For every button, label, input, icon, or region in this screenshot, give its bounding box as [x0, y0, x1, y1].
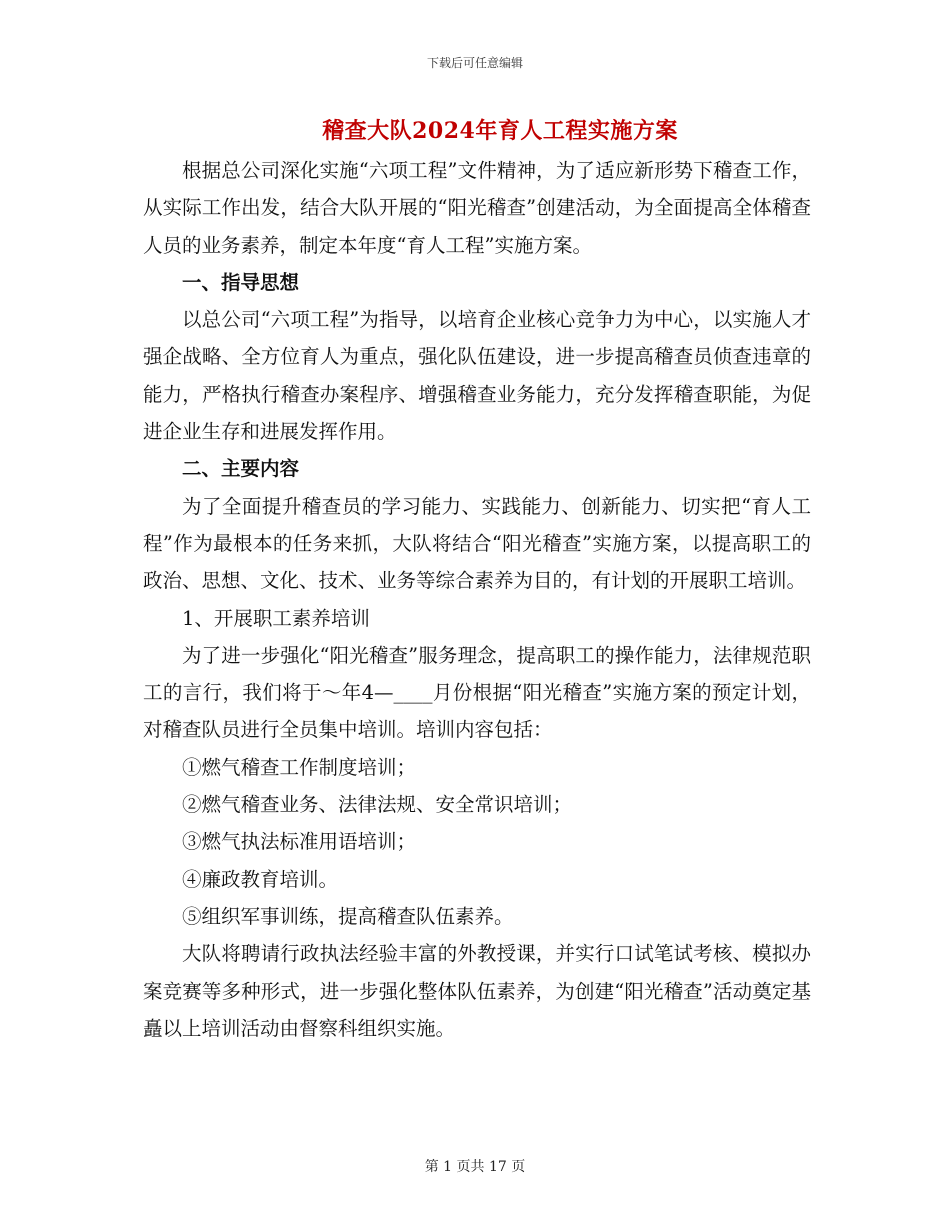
document-title: 稽查大队2024年育人工程实施方案	[322, 118, 678, 144]
training-item: ⑤组织军事训练，提高稽查队伍素养。	[182, 904, 514, 928]
subsection-1-paragraph: 为了进一步强化“阳光稽查”服务理念，提高职工的操作能力，法律规范职工的言行，我们将于～年4—____月份根据“阳光稽查”实施方案的预定计划，对稽查队员进行全员集中培训。培训内容包括：	[143, 643, 811, 742]
training-item: ③燃气执法标准用语培训；	[182, 830, 417, 854]
section-2-heading: 二、主要内容	[182, 457, 300, 481]
section-1-heading: 一、指导思想	[182, 270, 300, 294]
closing-paragraph: 大队将聘请行政执法经验丰富的外教授课，并实行口试笔试考核、模拟办案竞赛等多种形式，进一步强化整体队伍素养，为创建“阳光稽查”活动奠定基矗以上培训活动由督察科组织实施。	[143, 942, 811, 1040]
section-2-paragraph: 为了全面提升稽查员的学习能力、实践能力、创新能力、切实把“育人工程”作为最根本的任务来抓，大队将结合“阳光稽查”实施方案，以提高职工的政治、思想、文化、技术、业务等综合素养为目的，有计划的开展职工培训。	[143, 494, 811, 593]
intro-paragraph: 根据总公司深化实施“六项工程”文件精神，为了适应新形势下稽查工作，从实际工作出发，结合大队开展的“阳光稽查”创建活动，为全面提高全体稽查人员的业务素养，制定本年度“育人工程”实施方案。	[143, 159, 811, 257]
document-body	[143, 152, 811, 1047]
training-item: ④廉政教育培训。	[182, 867, 339, 891]
section-1-paragraph: 以总公司“六项工程”为指导，以培育企业核心竞争力为中心，以实施人才强企战略、全方位育人为重点，强化队伍建设，进一步提高稽查员侦查违章的能力，严格执行稽查办案程序、增强稽查业务能力，充分发挥稽查职能，为促进企业生存和进展发挥作用。	[143, 308, 811, 444]
page-footer: 第 1 页共 17 页	[424, 1159, 526, 1175]
header-note: 下载后可任意编辑	[426, 56, 523, 70]
training-item: ②燃气稽查业务、法律法规、安全常识培训；	[182, 793, 573, 817]
training-item: ①燃气稽查工作制度培训；	[182, 755, 417, 779]
subsection-1-heading: 1、开展职工素养培训	[182, 606, 370, 630]
